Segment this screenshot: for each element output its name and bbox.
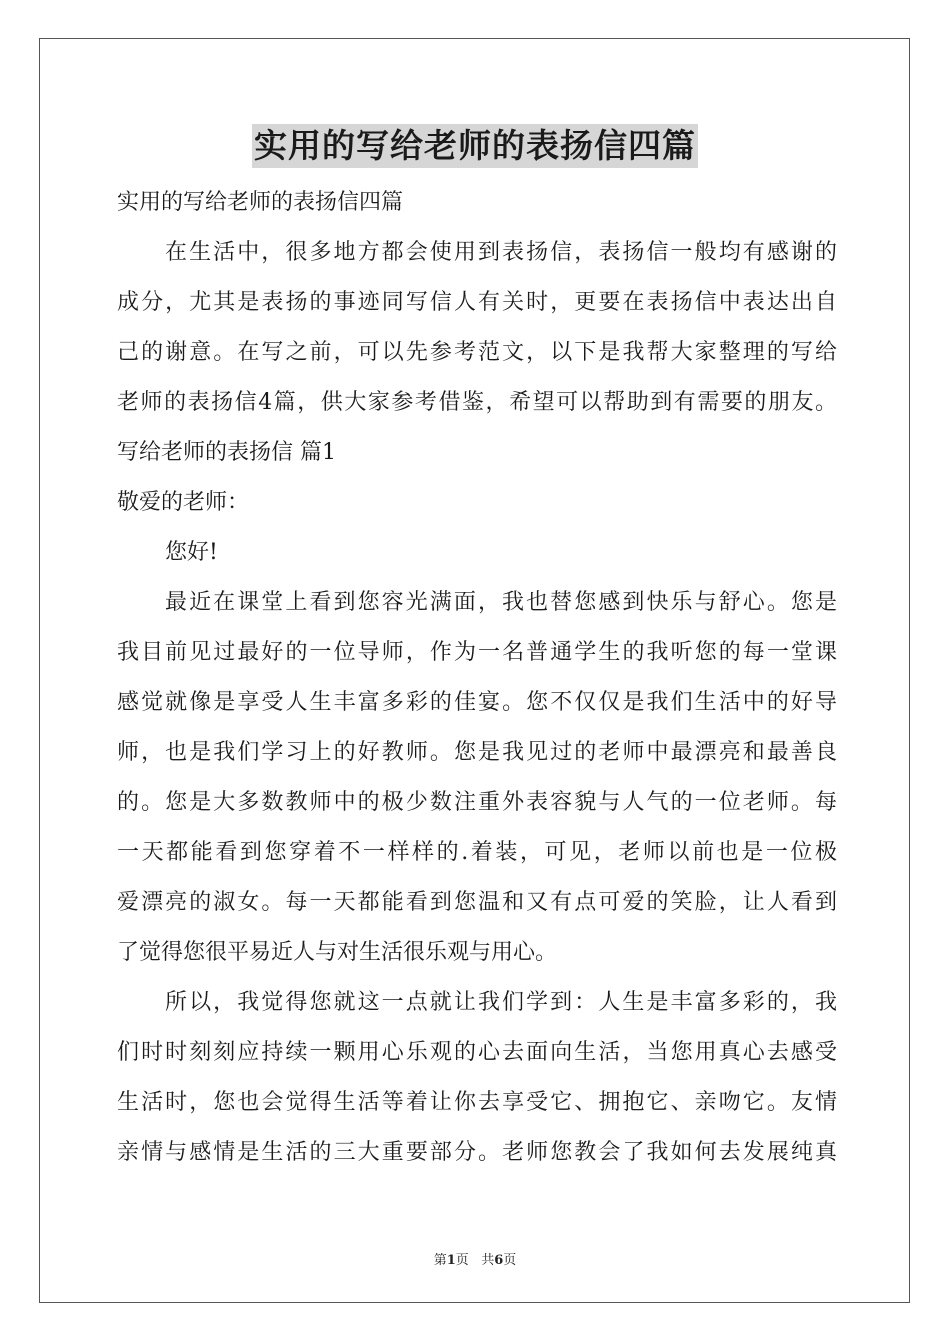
intro-line: 在生活中，很多地方都会使用到表扬信，表扬信一般均有感谢的 [165,240,837,265]
total-page-count: 6 [494,1253,504,1268]
current-page-number: 1 [446,1253,456,1268]
paragraph1-line: 我目前见过最好的一位导师，作为一名普通学生的我听您的每一堂课 [117,640,837,665]
intro-line: 老师的表扬信4篇，供大家参考借鉴，希望可以帮助到有需要的朋友。 [117,390,837,415]
paragraph2-line: 亲情与感情是生活的三大重要部分。老师您教会了我如何去发展纯真 [117,1140,837,1165]
footer-suffix: 页 [503,1253,517,1268]
document-subtitle: 实用的写给老师的表扬信四篇 [117,190,404,215]
paragraph2-line: 们时时刻刻应持续一颗用心乐观的心去面向生活，当您用真心去感受 [117,1040,837,1065]
footer-mid: 页 共 [455,1253,495,1268]
paragraph1-line: 一天都能看到您穿着不一样样的.着装，可见，老师以前也是一位极 [117,840,837,865]
footer-prefix: 第 [433,1253,447,1268]
greeting: 您好! [165,540,218,565]
paragraph2-line: 生活时，您也会觉得生活等着让你去享受它、拥抱它、亲吻它。友情 [117,1090,837,1115]
paragraph2-line: 所以，我觉得您就这一点就让我们学到：人生是丰富多彩的，我 [165,990,837,1015]
paragraph1-line: 爱漂亮的淑女。每一天都能看到您温和又有点可爱的笑脸，让人看到 [117,890,837,915]
intro-line: 己的谢意。在写之前，可以先参考范文，以下是我帮大家整理的写给 [117,340,837,365]
document-title: 实用的写给老师的表扬信四篇 [252,124,698,168]
section-heading: 写给老师的表扬信 篇1 [117,440,336,465]
paragraph1-line: 了觉得您很平易近人与对生活很乐观与用心。 [117,940,558,965]
paragraph1-line: 感觉就像是享受人生丰富多彩的佳宴。您不仅仅是我们生活中的好导 [117,690,837,715]
paragraph1-line: 师，也是我们学习上的好教师。您是我见过的老师中最漂亮和最善良 [117,740,837,765]
page-footer [0,1249,950,1268]
intro-line: 成分，尤其是表扬的事迹同写信人有关时，更要在表扬信中表达出自 [117,290,837,315]
paragraph1-line: 最近在课堂上看到您容光满面，我也替您感到快乐与舒心。您是 [165,590,837,615]
document-title-block [0,124,950,168]
document-body [117,178,837,1178]
paragraph1-line: 的。您是大多数教师中的极少数注重外表容貌与人气的一位老师。每 [117,790,837,815]
salutation: 敬爱的老师： [117,490,250,515]
